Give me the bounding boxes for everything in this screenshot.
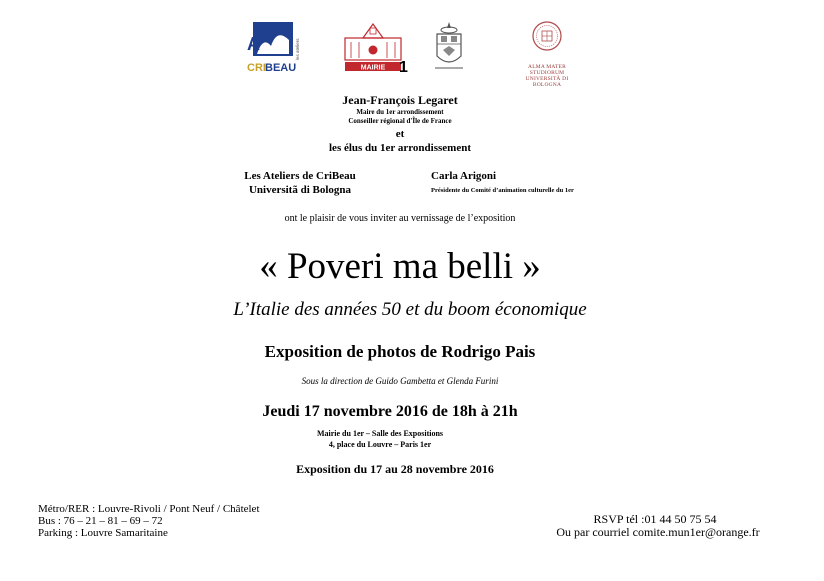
transport-bus: Bus : 76 – 21 – 81 – 69 – 72	[38, 515, 163, 527]
crest-icon	[433, 20, 465, 76]
partner-left-line2: Universitã di Bologna	[248, 184, 352, 196]
invitation-text: ont le plaisir de vous inviter au vernissage de l’exposition	[284, 213, 516, 224]
cribeau-logo	[245, 20, 305, 76]
host-title-councillor: Conseiller régional d'Île de France	[348, 117, 452, 125]
cribeau-text: CRI	[247, 62, 266, 74]
cribeau-side-text: les ateliers	[295, 38, 300, 60]
partner-left-line1: Les Ateliers de CriBeau	[244, 170, 356, 182]
host-conjunction: et	[395, 128, 405, 140]
rsvp-phone: RSVP tél :01 44 50 75 54	[593, 512, 717, 526]
exhibition-photographer: Exposition de photos de Rodrigo Pais	[264, 342, 536, 361]
host-name: Jean-François Legaret	[342, 93, 458, 107]
vernissage-date: Jeudi 17 novembre 2016 de 18h à 21h	[262, 403, 518, 420]
seal-line1: ALMA MATER STUDIORUM	[528, 64, 566, 76]
rsvp-email[interactable]: Ou par courriel comite.mun1er@orange.fr	[556, 525, 760, 539]
partner-right-line1: Carla Arigoni	[431, 170, 497, 182]
exhibition-dates: Exposition du 17 au 28 novembre 2016	[296, 462, 494, 476]
seal-line2: UNIVERSITÀ DI BOLOGNA	[525, 76, 569, 88]
mairie-logo	[343, 20, 408, 76]
host-title-mayor: Maire du 1er arrondissement	[356, 108, 444, 116]
cribeau-text-beau: BEAU	[265, 62, 297, 74]
university-seal	[512, 20, 582, 88]
exhibition-subtitle: L’Italie des années 50 et du boom économique	[233, 299, 587, 320]
exhibition-title: « Poveri ma belli »	[259, 246, 541, 287]
mairie-number: 1	[399, 59, 408, 76]
partner-right-line2: Présidente du Comité d’animation culturelle du 1er	[431, 187, 574, 194]
transport-metro: Métro/RER : Louvre-Rivoli / Pont Neuf / Châtelet	[38, 503, 260, 515]
venue-line2: 4, place du Louvre – Paris 1er	[328, 440, 432, 449]
host-elected: les élus du 1er arrondissement	[329, 142, 471, 154]
venue-line1: Mairie du 1er – Salle des Expositions	[316, 429, 444, 438]
svg-text:A: A	[247, 34, 260, 54]
exhibition-direction: Sous la direction de Guido Gambetta et Glenda Furini	[301, 376, 499, 386]
mairie-text: MAIRIE	[360, 64, 386, 72]
transport-parking: Parking : Louvre Samaritaine	[38, 527, 168, 539]
